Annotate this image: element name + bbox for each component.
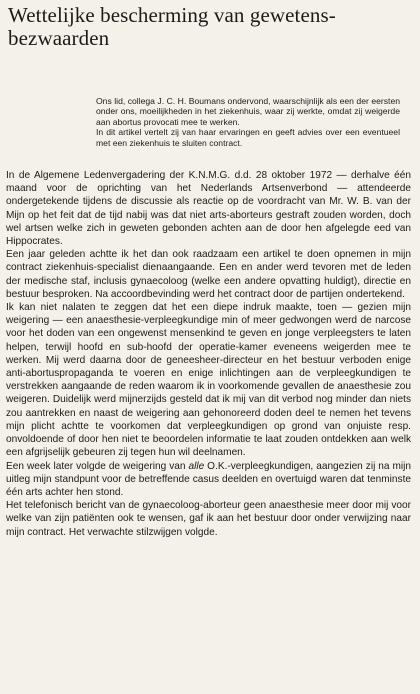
article-intro	[96, 96, 400, 148]
body-paragraph: Een jaar geleden achtte ik het dan ook raadzaam een artikel te doen opnemen in mijn contract ziekenhuis-specialist dienaangaande. Een en ander werd tevoren met de leden der medische staf, inclusis gynaecoloog (welke een andere opvatting huldigt), directie en bestuur besproken. Na accoordbevinding werd het contract door de partijen ondertekend.	[6, 249, 411, 300]
intro-paragraph: Ons lid, collega J. C. H. Boumans ondervond, waarschijnlijk als een der eersten onder ons, moeilijkheden in het ziekenhuis, waar zij werkte, omdat zij weigerde aan abortus provocati mee te werken.	[96, 96, 400, 127]
body-text: Een week later volgde de weigering van	[6, 460, 189, 472]
body-paragraph	[6, 460, 411, 500]
emphasis-text: alle	[188, 460, 205, 472]
body-paragraph: In de Algemene Ledenvergadering der K.N.M.G. d.d. 28 oktober 1972 — derhalve één maand voor de oprichting van het Nederlands Artsenverbond — attendeerde ondergetekende tijdens de discussie als reactie op de voordracht van Mr. W. B. van der Mijn op het feit dat de tijd nabij was dat niet arts-aborteurs gestraft zouden worden, doch wel artsen welke zich in geweten gebonden achten aan de door hen afgelegde eed van Hippocrates.	[6, 170, 411, 248]
article-body	[6, 169, 414, 539]
intro-paragraph: In dit artikel vertelt zij van haar ervaringen en geeft advies over een eventueel met een ziekenhuis te sluiten contract.	[96, 127, 400, 148]
body-text: O.K.-verpleegkundigen, aangezien zij na mijn uitleg mijn standpunt voor de betreffende casus deelden en overtuigd waren dat tenminste één arts achter hen stond.	[6, 460, 412, 498]
body-paragraph: Het telefonisch bericht van de gynaecoloog-aborteur geen anaesthesie meer door mij voor welke van zijn patiënten ook te wensen, gaf ik aan het bestuur door onder verwijzing naar mijn contract. Het verwachte stilzwijgen volgde.	[6, 500, 411, 538]
article-title: Wettelijke bescherming van gewetens-bezwaarden	[8, 3, 336, 50]
body-paragraph: Ik kan niet nalaten te zeggen dat het een diepe indruk maakte, toen — gezien mijn weigering — een anaesthesie-verpleegkundige min of meer gedwongen werd de narcose voor het doden van een ongewenst mensenkind te geven en jonge verpleegsters te laten helpen, terwijl hoofd en sub-hoofd der operatie-kamer eveneens weigerden mee te werken. Mij werd daarna door de geneesheer-directeur en het bestuur verboden enige anti-abortuspropaganda te voeren en enige inlichtingen aan de verpleegkundigen te verstrekken aangaande de reden waarom ik in voorkomende gevallen de anaesthesie zou weigeren. Duidelijk werd mijnerzijds gesteld dat ik mij van dit verbod nog minder dan niets zou aantrekken en naast de weigering aan gehonoreerd doden deel te nemen het tevens mijn plicht achtte te voorkomen dat verpleegkundigen op grond van onjuiste resp. onvoldoende of door hen niet te beoordelen informatie te laat zouden ontdekken aan welk een afgrijselijk gebeuren zij tegen hun wil deelnamen.	[6, 302, 411, 459]
